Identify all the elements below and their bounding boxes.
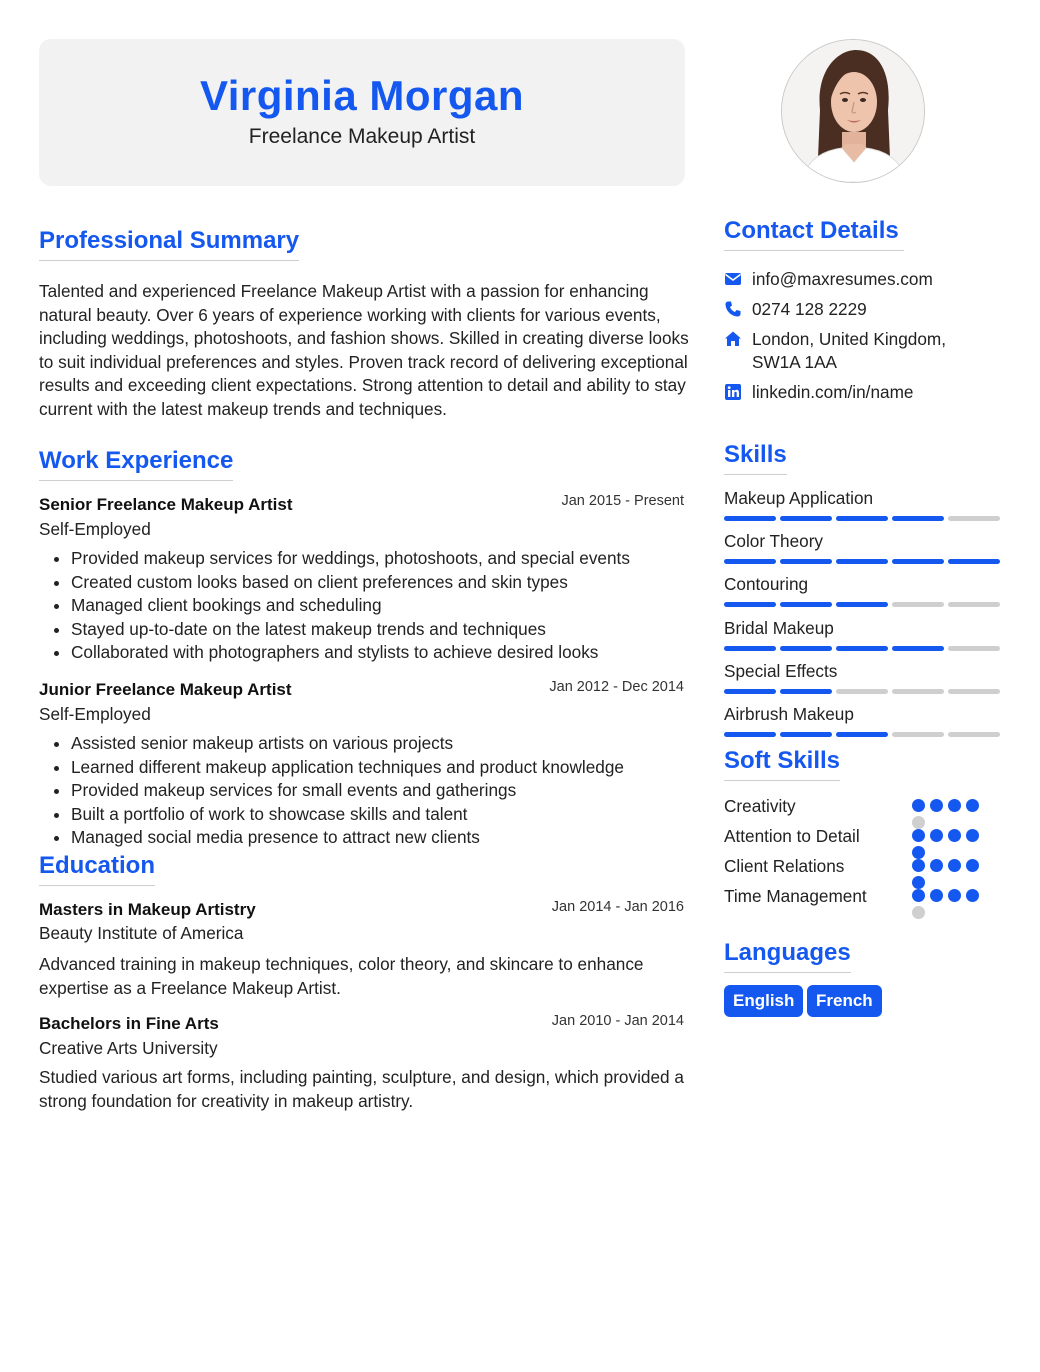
candidate-role: Freelance Makeup Artist (248, 125, 476, 148)
skill-level-segment (836, 516, 888, 521)
list-item: • Stayed up-to-date on the latest makeup trends and techniques (71, 618, 630, 642)
skill-level-segment (780, 646, 832, 651)
contact-linkedin[interactable] (724, 381, 1014, 405)
rating-dot (930, 859, 943, 872)
skill-level-segment (836, 602, 888, 607)
contact-email[interactable] (724, 268, 1014, 292)
skill-level-segment (836, 689, 888, 694)
summary-heading: Professional Summary (39, 226, 299, 261)
language-badge: French (807, 985, 882, 1017)
school-name: Beauty Institute of America (39, 923, 244, 943)
skill-level-segment (724, 559, 776, 564)
contact-linkedin-text: linkedin.com/in/name (752, 382, 914, 402)
skill-level-segment (780, 732, 832, 737)
skill-level-segment (724, 516, 776, 521)
contact-heading: Contact Details (724, 216, 904, 251)
soft-skill-rating (912, 889, 992, 929)
rating-dot (966, 829, 979, 842)
skill-level-segment (780, 559, 832, 564)
soft-skill-name: Creativity (724, 796, 796, 816)
list-item: • Managed client bookings and scheduling (71, 594, 630, 618)
rating-dot (912, 846, 925, 859)
job-company: Self-Employed (39, 704, 151, 724)
job-bullets (39, 732, 624, 850)
skill-level-segment (836, 732, 888, 737)
job-company: Self-Employed (39, 519, 151, 539)
skill-level-bar (724, 516, 1000, 521)
rating-dot (966, 859, 979, 872)
skill-name: Airbrush Makeup (724, 704, 854, 724)
skill-level-segment (724, 646, 776, 651)
degree-dates: Jan 2014 - Jan 2016 (551, 899, 684, 915)
job-dates: Jan 2015 - Present (561, 493, 684, 509)
list-item: • Provided makeup services for small events and gatherings (71, 779, 624, 803)
list-item: • Learned different makeup application techniques and product knowledge (71, 756, 624, 780)
rating-dot (930, 889, 943, 902)
skill-level-segment (724, 602, 776, 607)
job-title: Junior Freelance Makeup Artist (39, 680, 292, 699)
degree-title: Bachelors in Fine Arts (39, 1014, 219, 1033)
skill-level-segment (892, 559, 944, 564)
skill-level-bar (724, 646, 1000, 651)
languages-heading: Languages (724, 938, 851, 973)
contact-phone-text: 0274 128 2229 (752, 299, 867, 319)
school-name: Creative Arts University (39, 1038, 218, 1058)
phone-icon (724, 300, 742, 318)
rating-dot (930, 829, 943, 842)
rating-dot (966, 889, 979, 902)
skill-level-bar (724, 732, 1000, 737)
skill-name: Bridal Makeup (724, 617, 834, 638)
job-bullets (39, 547, 630, 665)
skill-level-segment (948, 646, 1000, 651)
rating-dot (912, 889, 925, 902)
summary-text: Talented and experienced Freelance Makeup Artist with a passion for enhancing natural beauty. Over 6 years of experience working with clients for various events, including weddings, photoshoots, and fashion shows. Skilled in creating diverse looks to suit individual preferences and styles. Proven track record of delivering exceptional results and exceeding client expectations. Strong attention to detail and ability to stay current with the latest makeup trends and techniques. (39, 281, 689, 419)
rating-dot (912, 799, 925, 812)
rating-dot (912, 829, 925, 842)
skill-name: Makeup Application (724, 488, 874, 508)
skill-level-segment (724, 689, 776, 694)
skill-name: Color Theory (724, 531, 824, 552)
rating-dot (912, 859, 925, 872)
home-icon (724, 330, 742, 348)
education-heading: Education (39, 851, 155, 886)
skill-name: Contouring (724, 574, 809, 595)
portrait-image (782, 40, 924, 182)
contact-address-line1: London, United Kingdom, (752, 329, 946, 349)
rating-dot (948, 799, 961, 812)
rating-dot (948, 829, 961, 842)
linkedin-icon (724, 383, 742, 401)
experience-heading: Work Experience (39, 446, 233, 481)
degree-title: Masters in Makeup Artistry (39, 900, 256, 919)
contact-address-line2: SW1A 1AA (752, 352, 838, 372)
skill-level-segment (892, 602, 944, 607)
skill-level-bar (724, 689, 1000, 694)
skill-level-bar (724, 602, 1000, 607)
rating-dot (948, 889, 961, 902)
profile-photo (781, 39, 925, 183)
skills-heading: Skills (724, 440, 787, 475)
contact-phone[interactable] (724, 298, 1014, 322)
skill-level-segment (780, 689, 832, 694)
degree-dates: Jan 2010 - Jan 2014 (551, 1013, 684, 1029)
soft-skill-name: Time Management (724, 886, 867, 906)
skill-level-segment (836, 559, 888, 564)
soft-skill-name: Attention to Detail (724, 826, 860, 846)
header-box (39, 39, 685, 186)
list-item: • Created custom looks based on client preferences and skin types (71, 571, 630, 595)
job-title: Senior Freelance Makeup Artist (39, 495, 293, 514)
skill-name: Special Effects (724, 660, 838, 681)
rating-dot (912, 876, 925, 889)
list-item: • Collaborated with photographers and stylists to achieve desired looks (71, 641, 630, 665)
contact-address (724, 328, 1014, 376)
soft-skills-heading: Soft Skills (724, 746, 840, 781)
rating-dot (966, 799, 979, 812)
skill-level-segment (892, 516, 944, 521)
contact-email-text: info@maxresumes.com (752, 269, 933, 289)
skill-level-segment (724, 732, 776, 737)
skill-level-segment (948, 602, 1000, 607)
skill-level-segment (948, 516, 1000, 521)
skill-level-segment (892, 732, 944, 737)
skill-level-segment (948, 689, 1000, 694)
degree-description: Studied various art forms, including painting, sculpture, and design, which provided a strong foundation for creativity in makeup artistry. (39, 1067, 684, 1111)
rating-dot (930, 799, 943, 812)
rating-dot (912, 906, 925, 919)
list-item: • Managed social media presence to attract new clients (71, 826, 624, 850)
skill-level-segment (948, 559, 1000, 564)
skill-level-segment (892, 689, 944, 694)
skill-level-segment (892, 646, 944, 651)
envelope-icon (724, 270, 742, 288)
skill-level-segment (780, 516, 832, 521)
job-dates: Jan 2012 - Dec 2014 (549, 679, 684, 695)
list-item: • Built a portfolio of work to showcase skills and talent (71, 803, 624, 827)
language-badge: English (724, 985, 803, 1017)
soft-skill-name: Client Relations (724, 856, 845, 876)
rating-dot (948, 859, 961, 872)
rating-dot (912, 816, 925, 829)
skill-level-segment (780, 602, 832, 607)
list-item: • Assisted senior makeup artists on various projects (71, 732, 624, 756)
skill-level-bar (724, 559, 1000, 564)
skill-level-segment (948, 732, 1000, 737)
skill-level-segment (836, 646, 888, 651)
degree-description: Advanced training in makeup techniques, color theory, and skincare to enhance expertise as a Freelance Makeup Artist. (39, 954, 644, 998)
candidate-name: Virginia Morgan (199, 72, 525, 119)
list-item: • Provided makeup services for weddings, photoshoots, and special events (71, 547, 630, 571)
